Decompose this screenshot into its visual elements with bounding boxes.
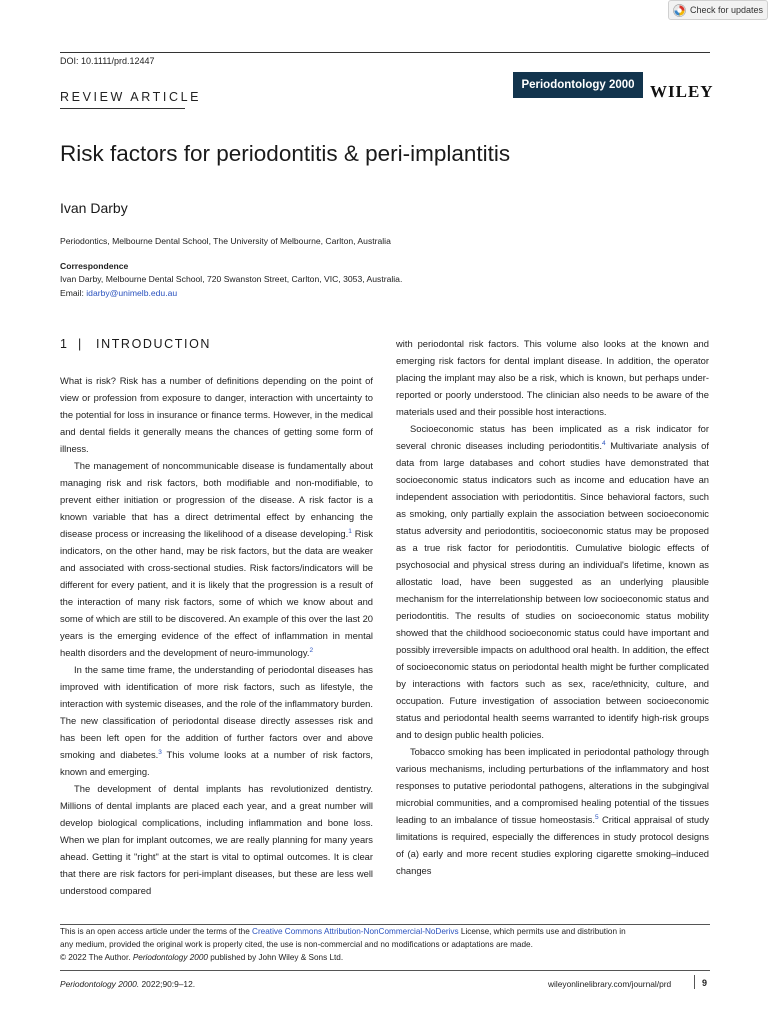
paragraph: In the same time frame, the understanding of periodontal diseases has improved with identification of more risk factors, such as lifestyle, the interaction with systemic diseases, and the role of the inflammatory burden. The new classification of periodontal disease directly assesses risk and has been left open for the addition of further factors over and above smoking and diabetes.$^3$ This volume looks at a number of risk factors, known and emerging. bbox=[60, 664, 373, 777]
paragraph: The management of noncommunicable disease is fundamentally about managing risk and risk factors, both modifiable and non-modifiable, to prevent either initiation or progression of the disease. A risk factor is a known variable that has a direct detrimental effect by enhancing the disease process or increasing the likelihood of a disease developing.$^1$ Risk indicators, on the other hand, may be risk factors, but the data are weaker and associated with cross-sectional studies. Risk factors/indicators will be different for every patient, and it is likely that the progression is a result of the interaction of many risk factors, some of which we know about and some of which are still to be discovered. An example of this over the last 20 years is the emerging evidence of the effect of inflammation in mental health disorders and the development of neuro-immunology.$^2$ bbox=[60, 460, 373, 658]
journal-website-link[interactable]: wileyonlinelibrary.com/journal/prd bbox=[548, 979, 672, 989]
article-type: REVIEW ARTICLE bbox=[60, 90, 202, 104]
section-number: 1 bbox=[60, 337, 69, 351]
crossmark-icon bbox=[673, 4, 686, 17]
page-separator bbox=[694, 975, 695, 989]
citation-link[interactable]: 4 bbox=[601, 439, 606, 447]
paragraph: What is risk? Risk has a number of definitions depending on the point of view or profession from exposure to danger, interaction with uncertainty to the potential for loss in insurance or finance terms. However, in the medical and dental fields it generally means the chances of getting some form of illness. bbox=[60, 375, 373, 454]
citation-link[interactable]: 1 bbox=[348, 527, 352, 535]
journal-badge[interactable]: Periodontology 2000 bbox=[513, 72, 643, 98]
footer-rule bbox=[60, 970, 710, 971]
citation-link[interactable]: 3 bbox=[158, 748, 162, 756]
article-type-rule bbox=[60, 108, 185, 109]
publisher-logo[interactable]: WILEY bbox=[650, 82, 714, 101]
footnote-rule bbox=[60, 924, 710, 925]
paragraph: The development of dental implants has revolutionized dentistry. Millions of dental implants are placed each year, and a great number will develop biological complications, including inflammation and bone loss. When we plan for implant outcomes, we are really planning for many years ahead. Getting it "right" at the start is vital to optimal outcomes. It is clear that there are risk factors for peri-implant diseases, but these are less well understood compared bbox=[60, 783, 373, 896]
affiliation: Periodontics, Melbourne Dental School, The University of Melbourne, Carlton, Australia bbox=[60, 236, 391, 246]
check-for-updates-button[interactable] bbox=[668, 0, 768, 20]
author-name: Ivan Darby bbox=[60, 200, 128, 216]
license-line-2: any medium, provided the original work is properly cited, the use is non-commercial and no modifications or adaptations are made. bbox=[60, 940, 533, 949]
page-number: 9 bbox=[702, 978, 708, 988]
paragraph: Tobacco smoking has been implicated in periodontal pathology through various mechanisms, including perturbations of the inflammatory and host responses to putative periodontal pathogens, alterations in the subgingival microbial communities, and a compromised healing potential of the tissues leading to an imbalance of tissue homeostasis.$^5$ Critical appraisal of study limitations is required, especially the differences in study protocol designs of (a) early and more recent studies exploring cigarette smoking–induced changes bbox=[396, 746, 710, 876]
copyright-line: © 2022 The Author. Periodontology 2000 published by John Wiley & Sons Ltd. bbox=[60, 953, 344, 962]
article-title: Risk factors for periodontitis & peri-implantitis bbox=[60, 141, 511, 166]
check-for-updates-label: Check for updates bbox=[690, 5, 764, 15]
email-link[interactable]: idarby@unimelb.edu.au bbox=[86, 288, 178, 298]
citation: Periodontology 2000. 2022;90:9–12. bbox=[60, 979, 196, 989]
license-line-1: This is an open access article under the terms of the Creative Commons Attribution-NonCommercial-NoDerivs License, which permits use and distribution in bbox=[60, 927, 626, 936]
license-link[interactable]: Creative Commons Attribution-NonCommercial-NoDerivs bbox=[252, 927, 459, 936]
correspondence-heading: Correspondence bbox=[60, 261, 129, 271]
paragraph: with periodontal risk factors. This volume also looks at the known and emerging risk factors for dental implant disease. In addition, the operator placing the implant may also be a risk, which is known, but perhaps under-reported or poorly understood. The clinician also needs to be aware of the materials used and their possible host interactions. bbox=[396, 338, 709, 417]
paragraph: Socioeconomic status has been implicated as a risk indicator for several chronic diseases including periodontitis.$^4$ Multivariate analysis of data from large databases and cohort studies have demonstrated that socioeconomic status indicators such as income and education have an independent association with periodontitis. Since behavioral factors, such as smoking, only partially explain the association between socioeconomic status adversity and periodontitis, socioeconomic status may be proposed as a true risk factor for periodontitis. Cumulative biologic effects of psychosocial and physical stress during an individual's lifetime, known as allostatic load, have been suggested as an underlying plausible mechanism for the interrelationship between low socioeconomic status and periodontitis. The results of studies on socioeconomic status mobility showed that the childhood socioeconomic status could have important and possibly irreversible impacts on adulthood oral health. In addition, the effect of socioeconomic status on periodontal health might be further complicated by interactions with factors such as sex, race/ethnicity, culture, and occupation. Future investigation of association between socioeconomic status and periodontal health seems warranted to identify high-risk groups and to design public health policies. bbox=[396, 423, 710, 740]
citation-link[interactable]: 2 bbox=[309, 646, 314, 654]
correspondence-email bbox=[60, 288, 177, 298]
correspondence-address: Ivan Darby, Melbourne Dental School, 720 Swanston Street, Carlton, VIC, 3053, Australia. bbox=[60, 274, 403, 284]
citation-link[interactable]: 5 bbox=[594, 813, 599, 821]
section-title: INTRODUCTION bbox=[96, 337, 212, 351]
right-column bbox=[396, 335, 709, 879]
doi: DOI: 10.1111/prd.12447 bbox=[60, 56, 155, 66]
email-label: Email: bbox=[60, 288, 87, 298]
left-column bbox=[60, 372, 373, 899]
header-rule bbox=[60, 52, 710, 53]
section-separator: | bbox=[78, 337, 82, 351]
